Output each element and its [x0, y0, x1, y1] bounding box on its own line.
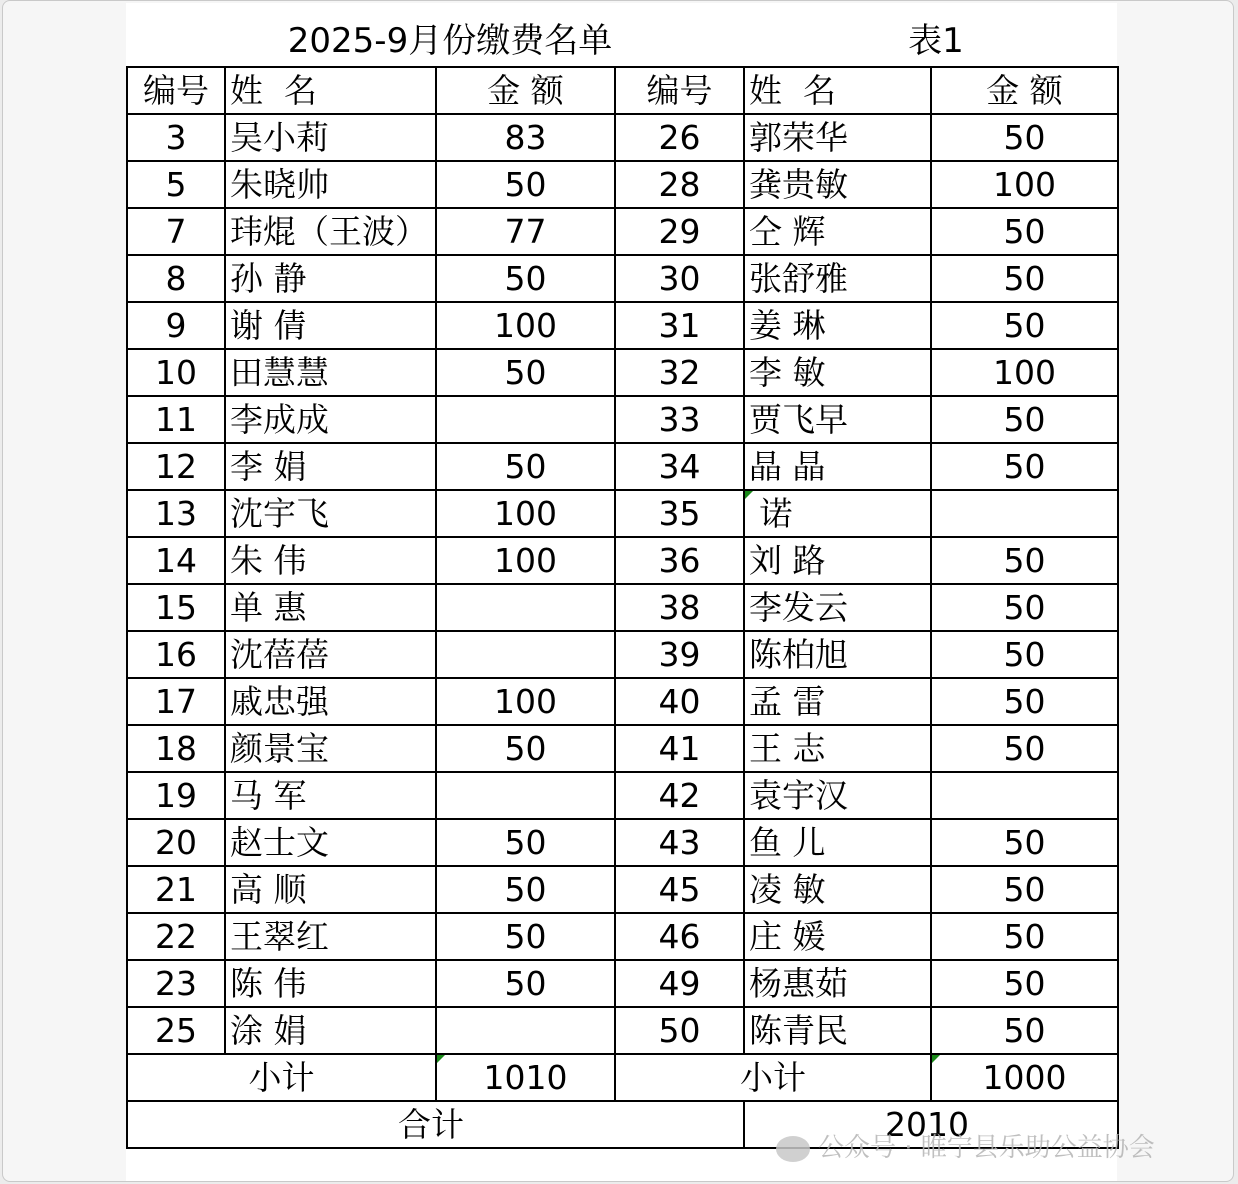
id-cell[interactable]: 20 — [127, 819, 225, 866]
id-cell[interactable]: 22 — [127, 913, 225, 960]
amount-cell[interactable]: 83 — [436, 114, 615, 161]
table-row — [127, 584, 1118, 631]
amount-cell[interactable]: 50 — [931, 537, 1118, 584]
amount-cell[interactable]: 50 — [931, 725, 1118, 772]
subtotal-value-left[interactable]: 1010 — [436, 1054, 615, 1101]
id-cell[interactable]: 3 — [127, 114, 225, 161]
wechat-icon — [776, 1136, 810, 1162]
total-label[interactable]: 合计 — [127, 1101, 744, 1148]
name-cell[interactable]: 陈 伟 — [225, 960, 436, 1007]
amount-cell[interactable]: 50 — [436, 255, 615, 302]
name-cell[interactable]: 贾飞早 — [744, 396, 931, 443]
table-row — [127, 866, 1118, 913]
id-cell[interactable]: 23 — [127, 960, 225, 1007]
amount-cell[interactable]: 100 — [436, 678, 615, 725]
header-name-right[interactable]: 姓 名 — [744, 67, 931, 114]
name-cell[interactable]: 龚贵敏 — [744, 161, 931, 208]
table-body — [127, 67, 1118, 1148]
payment-table — [126, 66, 1119, 1149]
subtotal-label-left[interactable]: 小计 — [127, 1054, 436, 1101]
name-cell[interactable]: 戚忠强 — [225, 678, 436, 725]
name-cell[interactable]: 凌 敏 — [744, 866, 931, 913]
amount-cell[interactable]: 50 — [436, 913, 615, 960]
amount-cell[interactable]: 50 — [436, 819, 615, 866]
name-cell[interactable]: 郭荣华 — [744, 114, 931, 161]
id-cell[interactable]: 30 — [615, 255, 744, 302]
name-cell[interactable]: 谢 倩 — [225, 302, 436, 349]
header-id-right[interactable]: 编号 — [615, 67, 744, 114]
table-row — [127, 631, 1118, 678]
id-cell[interactable]: 17 — [127, 678, 225, 725]
amount-cell[interactable]: 50 — [931, 396, 1118, 443]
amount-cell[interactable]: 50 — [931, 631, 1118, 678]
total-value[interactable]: 2010 — [744, 1101, 1118, 1148]
spreadsheet — [126, 3, 1155, 1182]
amount-cell[interactable] — [931, 772, 1118, 819]
id-cell[interactable]: 36 — [615, 537, 744, 584]
amount-cell[interactable]: 50 — [436, 866, 615, 913]
id-cell[interactable]: 35 — [615, 490, 744, 537]
name-cell[interactable]: 沈宇飞 — [225, 490, 436, 537]
amount-cell[interactable]: 50 — [931, 819, 1118, 866]
id-cell[interactable]: 5 — [127, 161, 225, 208]
amount-cell[interactable]: 50 — [436, 161, 615, 208]
subtotal-row — [127, 1054, 1118, 1101]
id-cell[interactable]: 10 — [127, 349, 225, 396]
table-row — [127, 208, 1118, 255]
name-cell[interactable]: 玮焜（王波） — [225, 208, 436, 255]
app-window — [2, 0, 1234, 1182]
amount-cell[interactable] — [436, 1007, 615, 1054]
name-cell[interactable]: 赵士文 — [225, 819, 436, 866]
table-row — [127, 443, 1118, 490]
amount-cell[interactable]: 50 — [436, 725, 615, 772]
header-row — [127, 67, 1118, 114]
name-cell[interactable]: 庄 媛 — [744, 913, 931, 960]
amount-cell[interactable]: 50 — [931, 913, 1118, 960]
amount-cell[interactable] — [436, 396, 615, 443]
table-label: 表1 — [908, 21, 964, 61]
id-cell[interactable]: 42 — [615, 772, 744, 819]
amount-cell[interactable]: 77 — [436, 208, 615, 255]
name-cell[interactable]: 沈蓓蓓 — [225, 631, 436, 678]
amount-cell[interactable]: 100 — [436, 302, 615, 349]
header-name-left[interactable]: 姓 名 — [225, 67, 436, 114]
name-cell[interactable]: 李 娟 — [225, 443, 436, 490]
id-cell[interactable]: 45 — [615, 866, 744, 913]
amount-cell[interactable]: 50 — [931, 443, 1118, 490]
id-cell[interactable]: 7 — [127, 208, 225, 255]
id-cell[interactable]: 38 — [615, 584, 744, 631]
amount-cell[interactable]: 50 — [931, 960, 1118, 1007]
id-cell[interactable]: 14 — [127, 537, 225, 584]
amount-cell[interactable]: 50 — [436, 349, 615, 396]
name-cell[interactable]: 朱 伟 — [225, 537, 436, 584]
id-cell[interactable]: 29 — [615, 208, 744, 255]
id-cell[interactable]: 34 — [615, 443, 744, 490]
name-cell[interactable]: 诺 — [744, 490, 931, 537]
name-cell[interactable]: 陈青民 — [744, 1007, 931, 1054]
table-row — [127, 772, 1118, 819]
amount-cell[interactable]: 50 — [436, 960, 615, 1007]
name-cell[interactable]: 颜景宝 — [225, 725, 436, 772]
amount-cell[interactable] — [436, 631, 615, 678]
subtotal-value-right[interactable]: 1000 — [931, 1054, 1118, 1101]
amount-cell[interactable]: 50 — [436, 443, 615, 490]
amount-cell[interactable]: 50 — [931, 678, 1118, 725]
name-cell[interactable]: 王 志 — [744, 725, 931, 772]
subtotal-label-right[interactable]: 小计 — [615, 1054, 931, 1101]
table-row — [127, 255, 1118, 302]
amount-cell[interactable]: 50 — [931, 302, 1118, 349]
id-cell[interactable]: 50 — [615, 1007, 744, 1054]
amount-cell[interactable]: 100 — [436, 537, 615, 584]
table-row — [127, 302, 1118, 349]
table-row — [127, 349, 1118, 396]
name-cell[interactable]: 高 顺 — [225, 866, 436, 913]
name-cell[interactable]: 李 敏 — [744, 349, 931, 396]
watermark — [776, 1127, 1155, 1164]
amount-cell[interactable]: 100 — [931, 161, 1118, 208]
amount-cell[interactable]: 50 — [931, 114, 1118, 161]
id-cell[interactable]: 15 — [127, 584, 225, 631]
header-amount-left[interactable]: 金 额 — [436, 67, 615, 114]
name-cell[interactable]: 李发云 — [744, 584, 931, 631]
name-cell[interactable]: 孙 静 — [225, 255, 436, 302]
name-cell[interactable]: 王翠红 — [225, 913, 436, 960]
table-row — [127, 490, 1118, 537]
header-id-left[interactable]: 编号 — [127, 67, 225, 114]
name-cell[interactable]: 仝 辉 — [744, 208, 931, 255]
sheet-title: 2025-9月份缴费名单 — [287, 21, 613, 61]
id-cell[interactable]: 18 — [127, 725, 225, 772]
id-cell[interactable]: 19 — [127, 772, 225, 819]
name-cell[interactable]: 袁宇汉 — [744, 772, 931, 819]
id-cell[interactable]: 39 — [615, 631, 744, 678]
id-cell[interactable]: 33 — [615, 396, 744, 443]
table-row — [127, 161, 1118, 208]
id-cell[interactable]: 11 — [127, 396, 225, 443]
name-cell[interactable]: 陈柏旭 — [744, 631, 931, 678]
name-cell[interactable]: 姜 琳 — [744, 302, 931, 349]
name-cell[interactable]: 杨惠茹 — [744, 960, 931, 1007]
amount-cell[interactable]: 50 — [931, 255, 1118, 302]
amount-cell[interactable]: 50 — [931, 1007, 1118, 1054]
amount-cell[interactable] — [436, 772, 615, 819]
id-cell[interactable]: 8 — [127, 255, 225, 302]
name-cell[interactable]: 晶 晶 — [744, 443, 931, 490]
id-cell[interactable]: 9 — [127, 302, 225, 349]
table-row — [127, 913, 1118, 960]
table-row — [127, 819, 1118, 866]
header-amount-right[interactable]: 金 额 — [931, 67, 1118, 114]
amount-cell[interactable]: 100 — [931, 349, 1118, 396]
table-row — [127, 1007, 1118, 1054]
amount-cell[interactable]: 50 — [931, 584, 1118, 631]
id-cell[interactable]: 25 — [127, 1007, 225, 1054]
id-cell[interactable]: 46 — [615, 913, 744, 960]
watermark-text: 公众号 · 睢宁县乐助公益协会 — [818, 1133, 1155, 1163]
id-cell[interactable]: 40 — [615, 678, 744, 725]
name-cell[interactable]: 鱼 儿 — [744, 819, 931, 866]
id-cell[interactable]: 28 — [615, 161, 744, 208]
amount-cell[interactable] — [931, 490, 1118, 537]
id-cell[interactable]: 32 — [615, 349, 744, 396]
name-cell[interactable]: 涂 娟 — [225, 1007, 436, 1054]
name-cell[interactable]: 田慧慧 — [225, 349, 436, 396]
name-cell[interactable]: 孟 雷 — [744, 678, 931, 725]
amount-cell[interactable]: 100 — [436, 490, 615, 537]
id-cell[interactable]: 43 — [615, 819, 744, 866]
name-cell[interactable]: 李成成 — [225, 396, 436, 443]
name-cell[interactable]: 张舒雅 — [744, 255, 931, 302]
amount-cell[interactable]: 50 — [931, 208, 1118, 255]
id-cell[interactable]: 21 — [127, 866, 225, 913]
title-row — [126, 3, 1117, 67]
id-cell[interactable]: 13 — [127, 490, 225, 537]
table-row — [127, 114, 1118, 161]
name-cell[interactable]: 朱晓帅 — [225, 161, 436, 208]
id-cell[interactable]: 16 — [127, 631, 225, 678]
name-cell[interactable]: 马 军 — [225, 772, 436, 819]
id-cell[interactable]: 26 — [615, 114, 744, 161]
amount-cell[interactable]: 50 — [931, 866, 1118, 913]
name-cell[interactable]: 刘 路 — [744, 537, 931, 584]
name-cell[interactable]: 单 惠 — [225, 584, 436, 631]
id-cell[interactable]: 12 — [127, 443, 225, 490]
name-cell[interactable]: 吴小莉 — [225, 114, 436, 161]
table-row — [127, 678, 1118, 725]
table-row — [127, 725, 1118, 772]
id-cell[interactable]: 31 — [615, 302, 744, 349]
amount-cell[interactable] — [436, 584, 615, 631]
table-row — [127, 537, 1118, 584]
table-row — [127, 960, 1118, 1007]
id-cell[interactable]: 49 — [615, 960, 744, 1007]
table-row — [127, 396, 1118, 443]
id-cell[interactable]: 41 — [615, 725, 744, 772]
